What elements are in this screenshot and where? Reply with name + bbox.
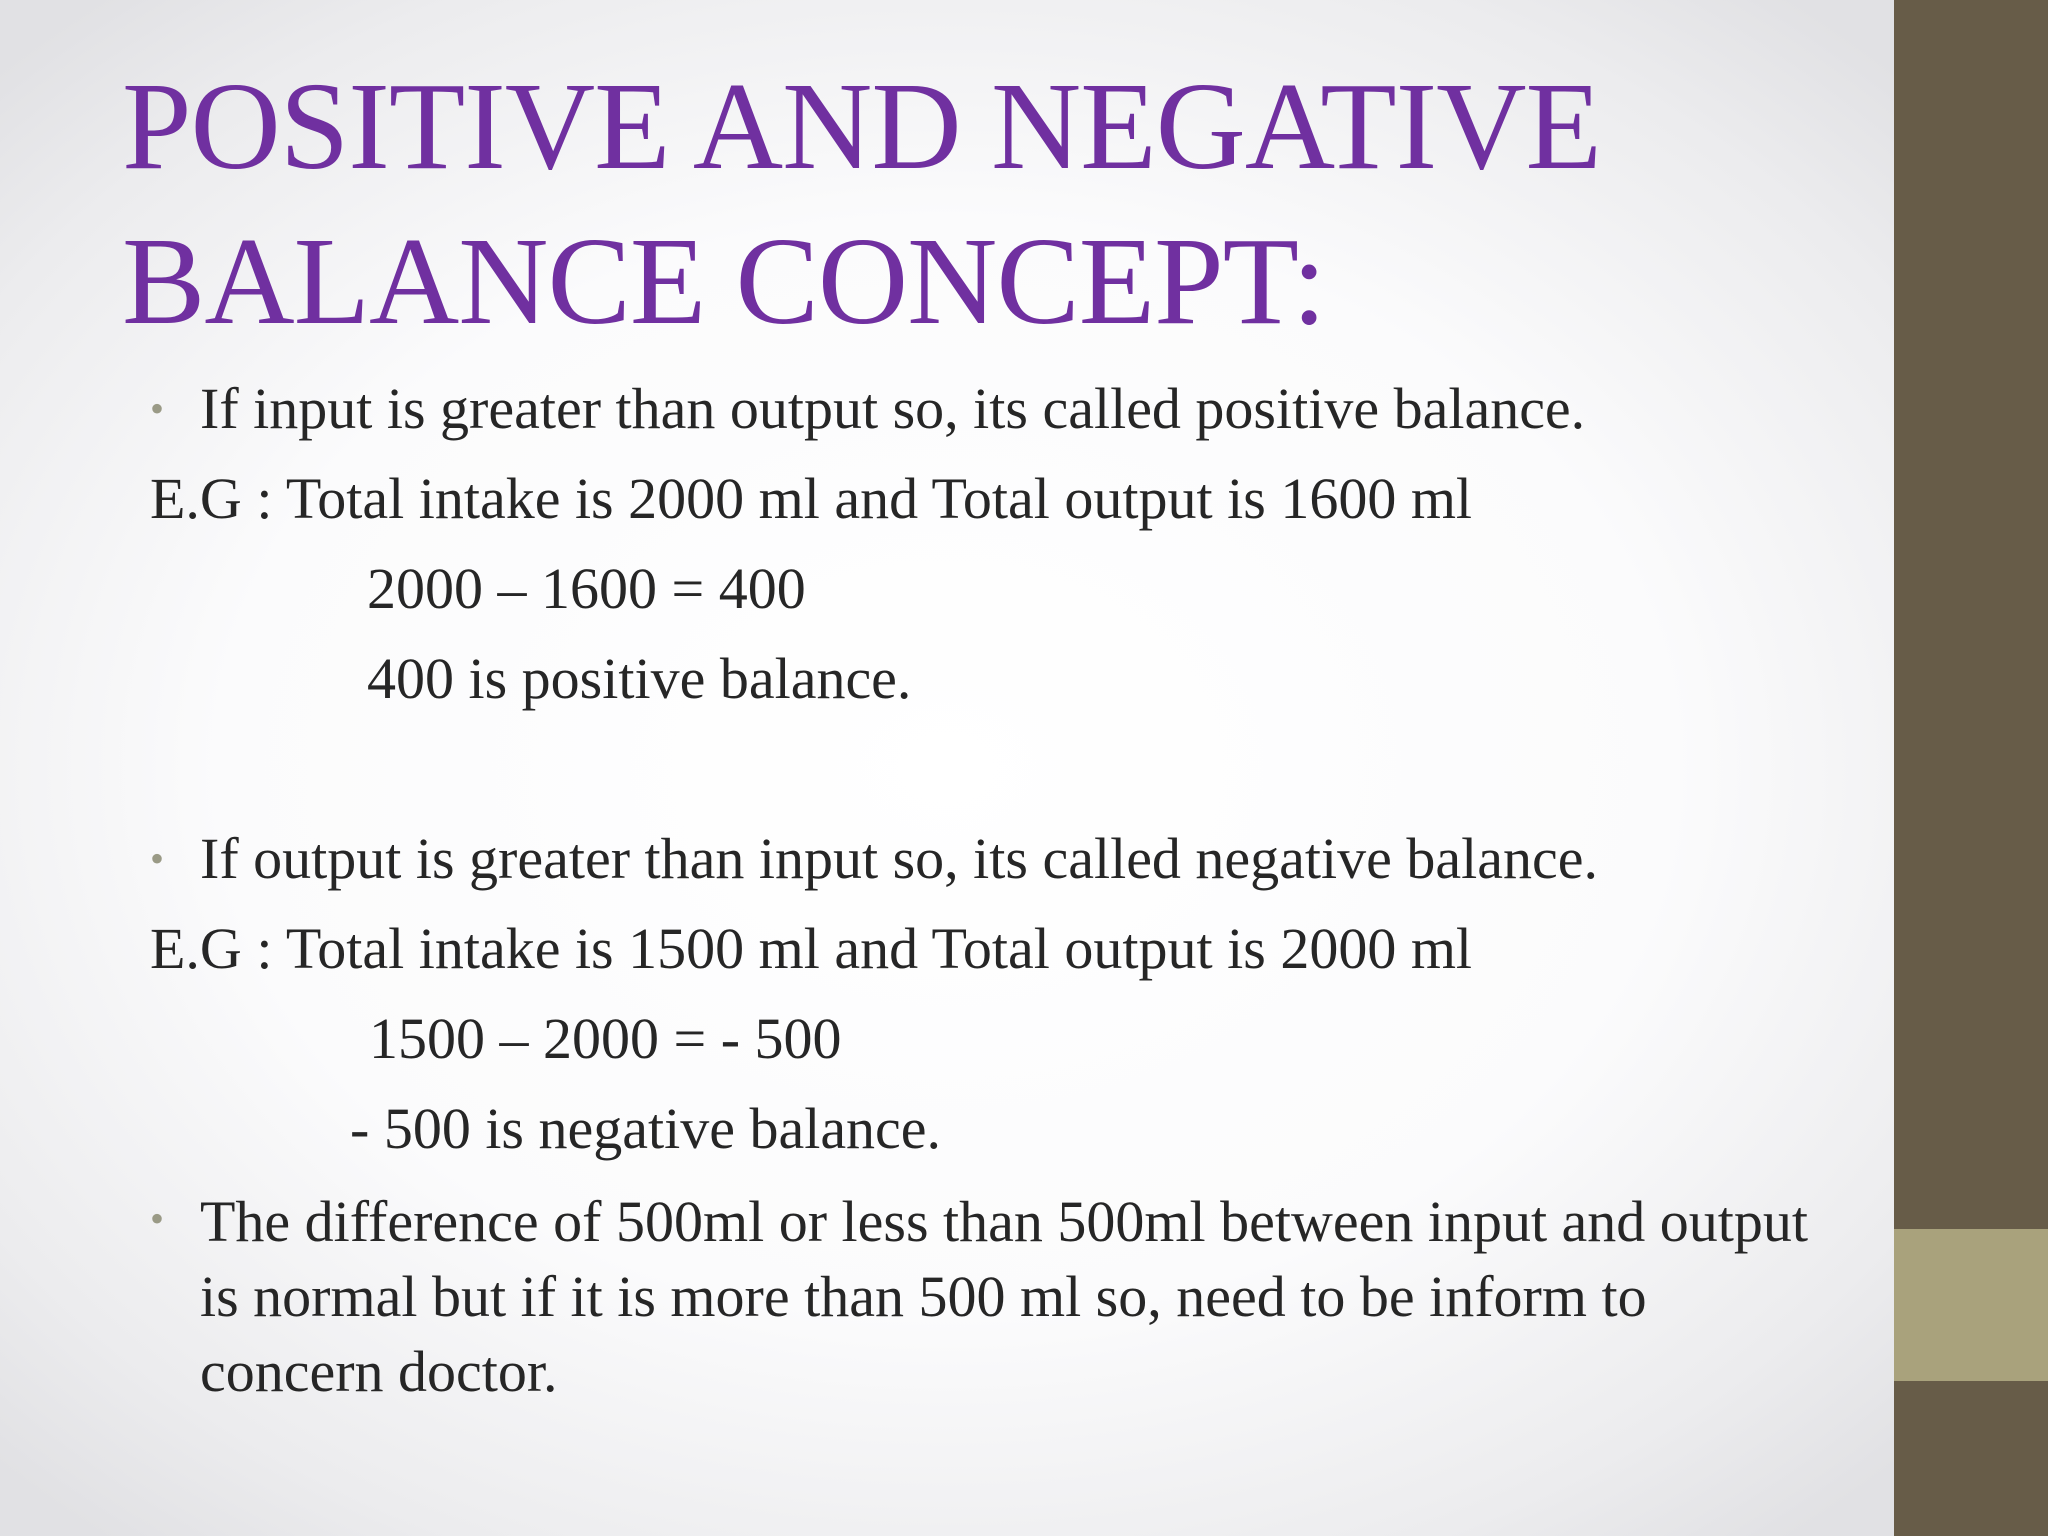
negative-result: - 500 is negative balance. [350,1096,942,1161]
positive-bullet-text: If input is greater than output so, its called positive balance. [200,376,1586,441]
bullet-dot: • [150,386,165,431]
negative-calculation: 1500 – 2000 = - 500 [369,1006,842,1071]
negative-bullet-text: If output is greater than input so, its called negative balance. [200,826,1598,891]
note-text: The difference of 500ml or less than 500ml between input and output is normal but if it is more than 500 ml so, need to be inform to concern doctor. [200,1189,1809,1404]
side-accent [1894,1229,2048,1381]
positive-example: E.G : Total intake is 2000 ml and Total output is 1600 ml [150,466,1473,531]
positive-calculation: 2000 – 1600 = 400 [367,556,806,621]
slide-title [122,50,1601,360]
negative-example: E.G : Total intake is 1500 ml and Total output is 2000 ml [150,916,1473,981]
bullet-dot: • [150,1196,165,1241]
slide-title-line-1: POSITIVE AND NEGATIVE [122,58,1601,196]
bullet-dot: • [150,836,165,881]
positive-result: 400 is positive balance. [367,646,912,711]
slide-title-line-2: BALANCE CONCEPT: [122,213,1326,351]
